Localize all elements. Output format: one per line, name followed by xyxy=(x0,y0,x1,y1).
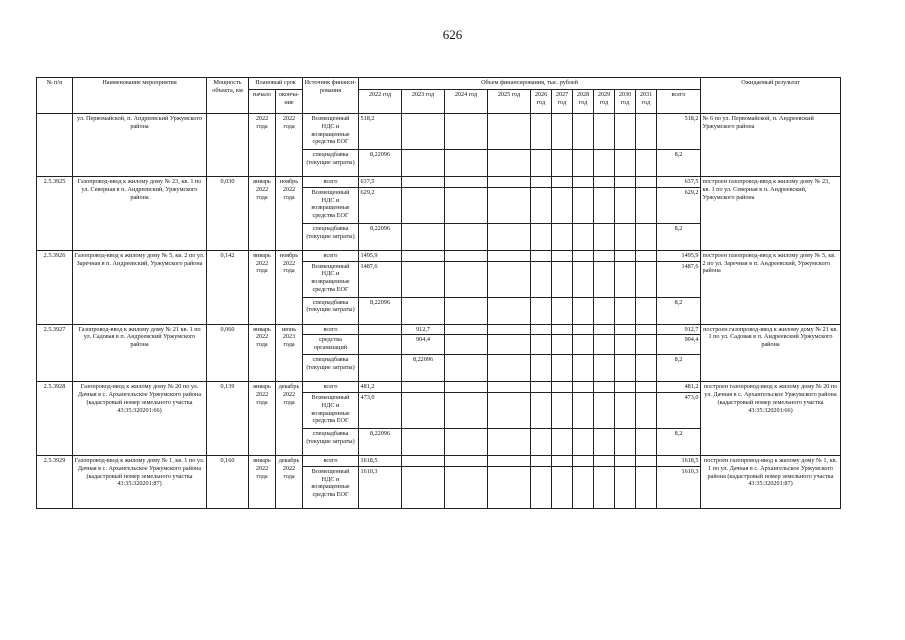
total-cell: 1495,9 xyxy=(657,250,701,261)
row-num: 2.5.3929 xyxy=(37,456,73,509)
header-name: Наименование мероприятия xyxy=(73,78,207,114)
row-power: 0,139 xyxy=(207,382,249,456)
total-cell: 629,2 xyxy=(657,187,701,223)
financing-table xyxy=(36,77,841,509)
source-label: спецнадбавка (текущие затраты) xyxy=(303,223,359,250)
value-cell: 1495,9 xyxy=(359,250,402,261)
row-start: 2022 года xyxy=(249,114,276,177)
total-cell: 904,4 xyxy=(657,335,701,355)
value-cell: 473,0 xyxy=(359,393,402,429)
row-power: 0,142 xyxy=(207,250,249,324)
total-cell: 1487,6 xyxy=(657,261,701,297)
source-label: Возмещенный НДС и возвращенные средства ЕОГ xyxy=(303,187,359,223)
table-row xyxy=(37,177,841,188)
source-label: всего xyxy=(303,382,359,393)
value-cell: 481,2 xyxy=(359,382,402,393)
row-num: 2.5.3927 xyxy=(37,324,73,382)
value-cell: 1610,3 xyxy=(359,466,402,508)
source-label: спецнадбавка (текущие затраты) xyxy=(303,297,359,324)
source-label: всего xyxy=(303,250,359,261)
value-cell: 1618,5 xyxy=(359,456,402,467)
source-label: всего xyxy=(303,177,359,188)
row-end: декабрь 2022 года xyxy=(276,382,303,456)
row-name: Газопровод-ввод к жилому дому № 20 по ул. Дачная в с. Архангельское Уржумского района (кадастровый номер земельного участка 43:35:320201:66) xyxy=(73,382,207,456)
value-cell: 912,7 xyxy=(402,324,445,335)
header-row xyxy=(37,78,841,90)
header-year-2030: 2030 год xyxy=(615,90,636,114)
row-result: № 6 по ул. Первомайской, п. Андреевский Уржумского района xyxy=(701,114,841,177)
source-label: спецнадбавка (текущие затраты) xyxy=(303,355,359,382)
value-cell: 518,2 xyxy=(359,114,402,150)
value-cell: 637,5 xyxy=(359,177,402,188)
value-cell: 904,4 xyxy=(402,335,445,355)
row-result: построен газопровод-ввод к жилому дому № 23, кв. 1 по ул. Северная в п. Андреевский, Уржумского района xyxy=(701,177,841,251)
total-cell: 912,7 xyxy=(657,324,701,335)
row-name: ул. Первомайской, п. Андреевский Уржумского района xyxy=(73,114,207,177)
row-num: 2.5.3928 xyxy=(37,382,73,456)
row-num: 2.5.3925 xyxy=(37,177,73,251)
header-start: начало xyxy=(249,90,276,114)
source-label: Возмещенный НДС и возвращенные средства ЕОГ xyxy=(303,114,359,150)
row-start: январь 2022 года xyxy=(249,250,276,324)
source-label: спецнадбавка (текущие затраты) xyxy=(303,429,359,456)
source-label: Возмещенный НДС и возвращенные средства ЕОГ xyxy=(303,393,359,429)
header-result: Ожидаемый результат xyxy=(701,78,841,114)
value-cell: 8,22096 xyxy=(359,297,402,324)
total-cell: 8,2 xyxy=(657,150,701,177)
page-number: 626 xyxy=(442,27,463,42)
row-end: декабрь 2022 года xyxy=(276,456,303,509)
source-label: спецнадбавка (текущие затраты) xyxy=(303,150,359,177)
total-cell: 637,5 xyxy=(657,177,701,188)
header-period: Плановый срок xyxy=(249,78,303,90)
total-cell: 8,2 xyxy=(657,355,701,382)
table-row xyxy=(37,456,841,467)
header-end: оконча-ние xyxy=(276,90,303,114)
row-end: ноябрь 2022 года xyxy=(276,177,303,251)
row-result: построен газопровод-ввод к жилому дому № 21 кв. 1 по ул. Садовая в п. Андреевский Уржумского района xyxy=(701,324,841,382)
header-volume: Объем финансирования, тыс. рублей xyxy=(359,78,701,90)
row-start: январь 2022 года xyxy=(249,456,276,509)
row-result: построен газопровод-ввод к жилому дому № 5, кв. 2 по ул. Заречная в п. Андреевский, Уржумского района xyxy=(701,250,841,324)
row-name: Газопровод-ввод к жилому дому № 21 кв. 1 по ул. Садовая в п. Андреевский Уржумского района xyxy=(73,324,207,382)
value-cell: 1487,6 xyxy=(359,261,402,297)
header-year-2023: 2023 год xyxy=(402,90,445,114)
total-cell: 481,2 xyxy=(657,382,701,393)
row-name: Газопровод-ввод к жилому дому № 23, кв. 1 по ул. Северная в п. Андреевский, Уржумского района xyxy=(73,177,207,251)
row-num: 2.5.3926 xyxy=(37,250,73,324)
total-cell: 1618,5 xyxy=(657,456,701,467)
header-year-2026: 2026 год xyxy=(531,90,552,114)
row-name: Газопровод-ввод к жилому дому № 5, кв. 2 по ул. Заречная в п. Андреевский, Уржумского района xyxy=(73,250,207,324)
total-cell: 8,2 xyxy=(657,223,701,250)
source-label: всего xyxy=(303,324,359,335)
header-year-2031: 2031 год xyxy=(636,90,657,114)
header-num: № п/п xyxy=(37,78,73,114)
source-label: всего xyxy=(303,456,359,467)
row-start: январь 2022 года xyxy=(249,382,276,456)
total-cell: 473,0 xyxy=(657,393,701,429)
value-cell: 8,22096 xyxy=(359,429,402,456)
row-end: ноябрь 2022 года xyxy=(276,250,303,324)
total-cell: 8,2 xyxy=(657,297,701,324)
header-year-2029: 2029 год xyxy=(594,90,615,114)
row-power: 0,060 xyxy=(207,324,249,382)
row-result: построен газопровод-ввод к жилому дому № 1, кв. 1 по ул. Дачная в с. Архангельское Уржумского района (кадастровый номер земельного участка 43:35:320201:87) xyxy=(701,456,841,509)
header-year-2022: 2022 год xyxy=(359,90,402,114)
header-year-2025: 2025 год xyxy=(488,90,531,114)
header-year-2024: 2024 год xyxy=(445,90,488,114)
row-name: Газопровод-ввод к жилому дому № 1, кв. 1 по ул. Дачная в с. Архангельское Уржумского района (кадастровый номер земельного участка 43:35:320201:87) xyxy=(73,456,207,509)
row-power: 0,160 xyxy=(207,456,249,509)
header-source: Источник финанси-рования xyxy=(303,78,359,114)
row-end: 2022 года xyxy=(276,114,303,177)
total-cell: 518,2 xyxy=(657,114,701,150)
source-label: Возмещенный НДС и возвращенные средства ЕОГ xyxy=(303,261,359,297)
value-cell: 8,22096 xyxy=(359,223,402,250)
value-cell: 8,22096 xyxy=(402,355,445,382)
total-cell: 8,2 xyxy=(657,429,701,456)
table-row xyxy=(37,324,841,335)
row-start: январь 2022 года xyxy=(249,177,276,251)
row-power: 0,030 xyxy=(207,177,249,251)
source-label: средства организаций xyxy=(303,335,359,355)
table-row xyxy=(37,114,841,150)
table-row xyxy=(37,250,841,261)
source-label: Возмещенный НДС и возвращенные средства ЕОГ xyxy=(303,466,359,508)
value-cell: 8,22096 xyxy=(359,150,402,177)
header-total: всего xyxy=(657,90,701,114)
header-power: Мощность объекта, км xyxy=(207,78,249,114)
row-start: январь 2022 года xyxy=(249,324,276,382)
row-result: построен газопровод-ввод к жилому дому № 20 по ул. Дачная в с. Архангельское Уржумского района (кадастровый номер земельного участка 43:35:320201:66) xyxy=(701,382,841,456)
header-year-2028: 2028 год xyxy=(573,90,594,114)
total-cell: 1610,3 xyxy=(657,466,701,508)
row-end: июнь 2023 года xyxy=(276,324,303,382)
table-row xyxy=(37,382,841,393)
header-year-2027: 2027 год xyxy=(552,90,573,114)
value-cell: 629,2 xyxy=(359,187,402,223)
